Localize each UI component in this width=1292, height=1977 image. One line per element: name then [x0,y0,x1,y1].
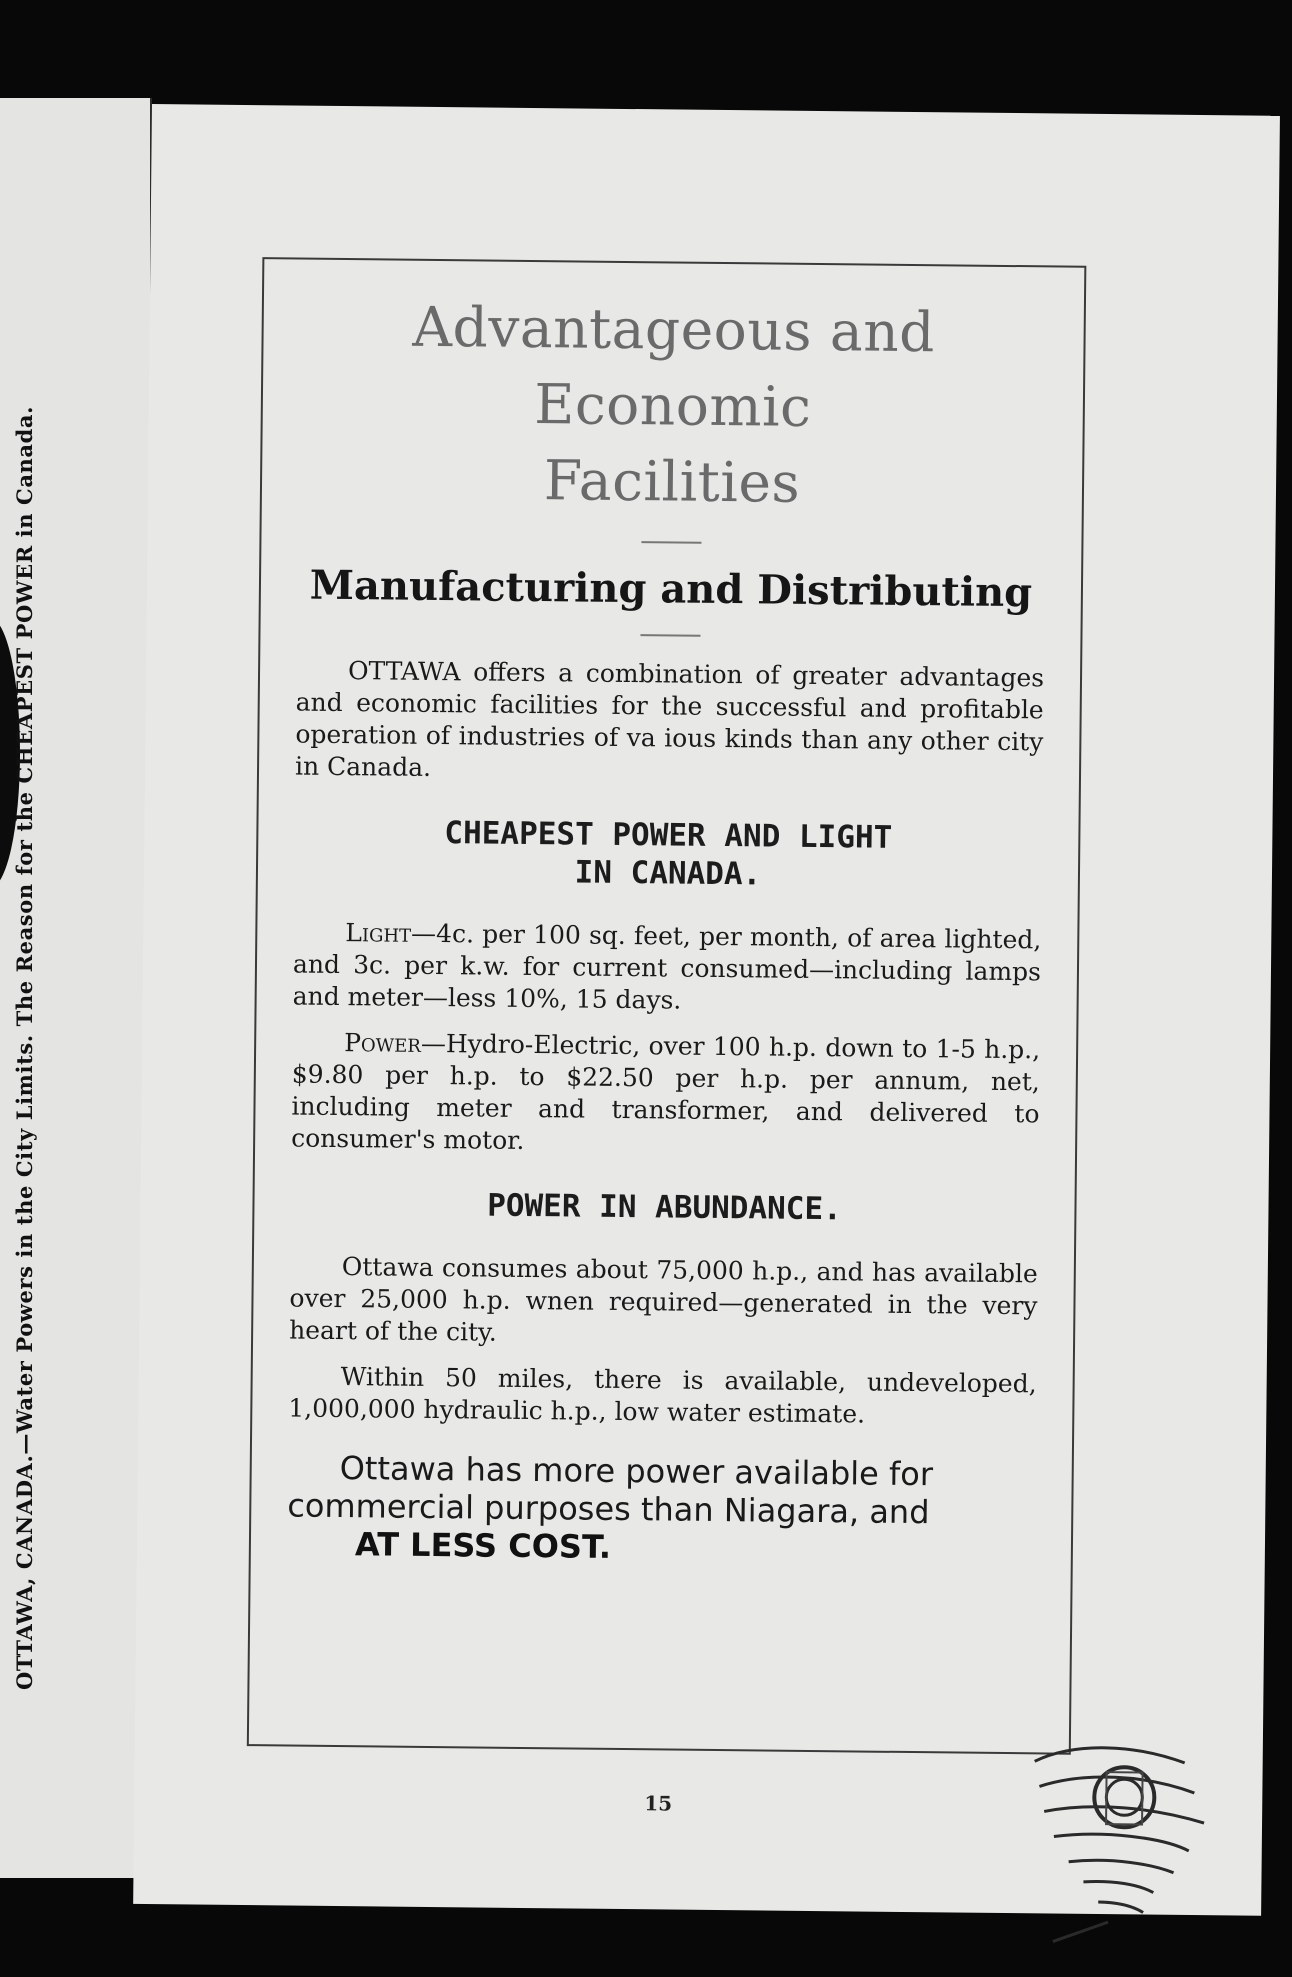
page-frame [247,257,1087,1755]
light-rates-paragraph [292,917,1041,1021]
power-rates-paragraph [291,1027,1040,1163]
closing-emphasis: AT LESS COST. [354,1525,612,1566]
light-label: Light [345,918,412,948]
consumption-paragraph: Ottawa consumes about 75,000 h.p., and has available over 25,000 h.p. wnen required—generated in the very heart of the city. [289,1252,1038,1347]
section-heading-abundance: POWER IN ABUNDANCE. [486,1187,842,1228]
divider-rule [640,634,700,637]
closing-statement [287,1448,1036,1570]
divider-rule [641,541,701,544]
heading-line-2: IN CANADA. [574,854,762,893]
subtitle: Manufacturing and Distributing [309,561,1033,617]
page [133,104,1280,1916]
waterfall-ornament-icon [1013,1731,1235,1953]
title-line-2: Facilities [543,448,801,515]
undeveloped-power-paragraph: Within 50 miles, there is available, undeveloped, 1,000,000 hydraulic h.p., low water estimate. [288,1362,1037,1429]
light-text: —4c. per 100 sq. feet, per month, of area lighted, and 3c. per k.w. for current consumed—including lamps and meter—less 10%, 15 days. [292,918,1042,1015]
side-caption: OTTAWA, CANADA.—Water Powers in the City Limits. The Reason for the CHEAPEST POWER in Canada. [12,405,37,1690]
intro-paragraph: OTTAWA offers a combination of greater advantages and economic facilities for the successful and profitable operation of industries of va ious kinds than any other city in Canada. [294,656,1045,782]
page-content [271,287,1064,1570]
heading-line-1: CHEAPEST POWER AND LIGHT [444,815,893,856]
title-line-1: Advantageous and Economic [412,294,936,439]
page-number: 15 [644,1791,673,1816]
page-title [282,287,1064,523]
power-text: —Hydro-Electric, over 100 h.p. down to 1-5 h.p., $9.80 per h.p. to $22.50 per h.p. per annum, net, including meter and transformer, and delivered to consumer's motor. [291,1028,1041,1155]
section-heading-power-light [278,812,1059,896]
closing-text: Ottawa has more power available for commercial purposes than Niagara, and [287,1449,934,1532]
power-label: Power [344,1028,422,1058]
